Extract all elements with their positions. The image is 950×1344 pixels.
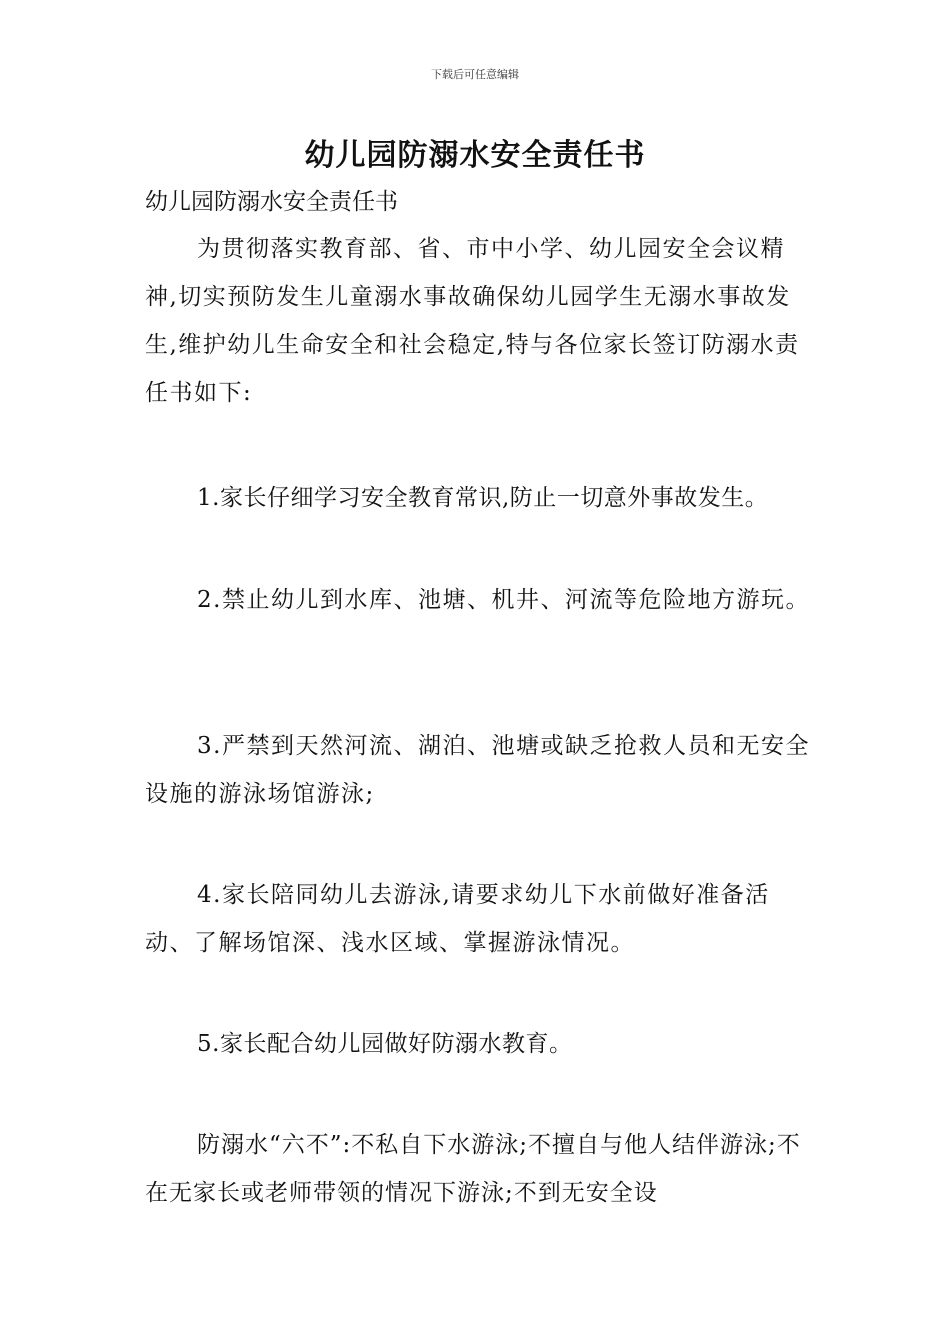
- list-item-5: 5.家长配合幼儿园做好防溺水教育。: [197, 1031, 573, 1057]
- intro-paragraph: 为贯彻落实教育部、省、市中小学、幼儿园安全会议精神,切实预防发生儿童溺水事故确保幼儿园学生无溺水事故发生,维护幼儿生命安全和社会稳定,特与各位家长签订防溺水责任书如下:: [145, 236, 800, 406]
- header-note: 下载后可任意编辑: [431, 68, 519, 81]
- document-subtitle: 幼儿园防溺水安全责任书: [145, 189, 398, 215]
- list-item-1: 1.家长仔细学习安全教育常识,防止一切意外事故发生。: [197, 485, 769, 511]
- list-item-3: 3.严禁到天然河流、湖泊、池塘或缺乏抢救人员和无安全设施的游泳场馆游泳;: [145, 733, 810, 807]
- list-item-4: 4.家长陪同幼儿去游泳,请要求幼儿下水前做好准备活动、了解场馆深、浅水区域、掌握游泳情况。: [145, 882, 770, 956]
- list-item-2: 2.禁止幼儿到水库、池塘、机井、河流等危险地方游玩。: [197, 587, 810, 613]
- document-title: 幼儿园防溺水安全责任书: [304, 138, 646, 173]
- six-nots-paragraph: 防溺水“六不”:不私自下水游泳;不擅自与他人结伴游泳;不在无家长或老师带领的情况下游泳;不到无安全设: [145, 1132, 801, 1206]
